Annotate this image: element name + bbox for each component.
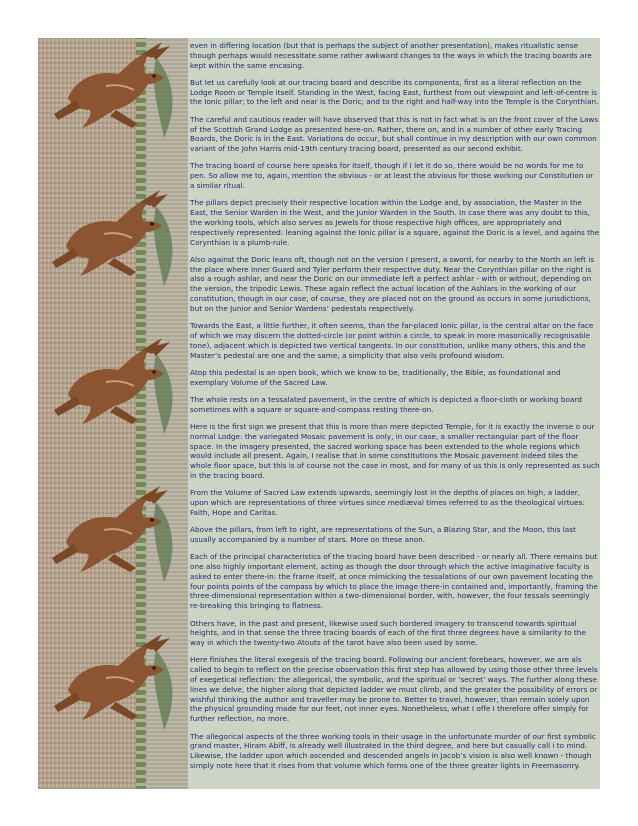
article-body [190, 38, 600, 789]
paragraph: The pillars depict precisely their respective location within the Lodge and, by association, the Master in the East, the Senior Warden in the West, and the Junior Warden in the South. In case there was any doubt to this, the working tools, which also serves as Jewels for those respective high offices, are appropriately and respectively represented: leaning against the Ionic pillar is a square, against the Doric is a level, and agains the Corynthian is a plumb-rule. [190, 198, 600, 247]
paragraph: Atop this pedestal is an open book, which we know to be, traditionally, the Bible, as foundational and exemplary Volume of the Sacred Law. [190, 367, 561, 387]
paragraph: The careful and cautious reader will have observed that this is not in fact what is on the front cover of the Laws of the Scottish Grand Lodge as presented here-on. Rather, there on, and in a number of other early Tracing Boards, the Doric is in the East. Variations do occur, but shall continue in my description with our own common variant of the John Harris mid-19th century tracing board, presented as our second exhibit. [190, 114, 599, 154]
mosaic-hare-border [38, 38, 188, 789]
paragraph: Here finishes the literal exegesis of the tracing board. Following our ancient forebears, however, we are als called to begin to reflect on the precise observation this first step has allowed by using those other three levels of exegetical reflection: the allegorical, the symbolic, and the spiritual or ‘secret’ ways. The further along these lines we delve, the higher along that depicted ladder we must climb, and the greater the possibility of errors or wishful thinking the author and traveller may be prone to. Better to travel, however, than remain solely upon the physical grounding made for our feet, not inner eyes. Nonetheless, what I offe I therefore offer simply for further reflection, no more. [190, 655, 598, 724]
paragraph: Towards the East, a little further, it often seems, than the far-placed Ionic pillar, is the central altar on the face of which we may discern the dotted-circle (or point within a circle, to speak in more masonically recognisable tone), adjacent which is depicted two vertical tangents. In our constitution, unlike many others, this and the Master’s pedestal are one and the same, a simplicity that also veils profound wisdom. [190, 321, 594, 360]
paragraph: But let us carefully look at our tracing board and describe its components, first as a literal reflection on the Lodge Room or Temple itself. Standing in the West, facing East, furthest from out viewpoint and left-of-centre is the Ionic pillar; to the left and near is the Doric; and to the right and half-way into the Temple is the Corynthian. [190, 77, 599, 107]
paragraph: The allegorical aspects of the three working tools in their usage in the unfortunate murder of our first symbolic grand master, Hiram Abiff, is already well illustrated in the third degree, and here but casually call i to mind. Likewise, the ladder upon which ascended and descended angels in Jacob’s vision is also well known - though simply note here that it rises from that volume which forms one of the three greater lights in Freemasonry. [190, 731, 596, 770]
document-page [38, 38, 600, 789]
paragraph: even in differing location (but that is perhaps the subject of another presentation), makes ritualistic sense though perhaps would necessitate some rather awkward changes to the ways in which the tracing boards are kept within the same encasing. [190, 41, 592, 70]
paragraph: From the Volume of Sacred Law extends upwards, seemingly lost in the depths of places on high, a ladder, upon which are representations of three virtues since mediæval times referred to as the theological virtues: Faith, Hope and Caritas. [190, 488, 585, 517]
hare-mosaic-icon [38, 38, 188, 789]
paragraph: The whole rests on a tessalated pavement, in the centre of which is depicted a floor-cloth or working board sometimes with a square or square-and-compass resting there-on. [190, 394, 582, 414]
paragraph: Here is the first sign we present that this is more than mere depicted Temple, for it is exactly the inverse o our normal Lodge: the variegated Mosaic pavement is only, in our case, a smaller rectangular part of the floor space. In the imagery presented, the sacred working space has been extended to the whole regions which would include all present. Again, I realise that in some constitutions the Mosaic pavement indeed tiles the whole floor space, but this is of course not the case in most, and for many of us this is only represented as such in the tracing board. [190, 422, 600, 480]
paragraph: Also against the Doric leans oft, though not on the version I present, a sword, for nearby to the North an left is the place where Inner Guard and Tyler perform their respective duty. Near the Corynthian pillar on the right is also a rough ashlar, and near the Doric on our immediate left a perfect ashlar - with or without, depending on the version, the tripodic Lewis. These again reflect the actual location of the Ashlars in the working of our constitution, though in our case, of course, they are placed not on the ground as occurs in some jurisdictions, but on the Junior and Senior Wardens’ pedestals respectively. [190, 254, 595, 313]
paragraph: The tracing board of course here speaks for itself, though if I let it do so, there would be no words for me to pen. So allow me to, again, mention the obvious - or at least the obvious for those working our Constitution or a similar ritual. [190, 161, 594, 191]
paragraph: Above the pillars, from left to right, are representations of the Sun, a Blazing Star, and the Moon, this last usually accompanied by a number of stars. More on these anon. [190, 525, 576, 544]
paragraph: Others have, in the past and present, likewise used such bordered imagery to transcend towards spiritual heights, and in that sense the three tracing boards of each of the first three degrees have a similarity to the way in which the twenty-two Atouts of the tarot have also been used by some. [190, 618, 586, 648]
paragraph: Each of the principal characteristics of the tracing board have been described - or nearly all. There remains but one also highly important element, acting as though the door through which the active imaginative faculty is asked to enter there-in: the frame itself, at once mimicking the tessalations of our own pavement locating the four points points of the compass by which to place the image there-in contained and, importantly, framing the three-dimensional representation within a two-dimensional border, with, however, the four tessals seemingly re-breaking this bringing to flatness. [190, 552, 599, 611]
